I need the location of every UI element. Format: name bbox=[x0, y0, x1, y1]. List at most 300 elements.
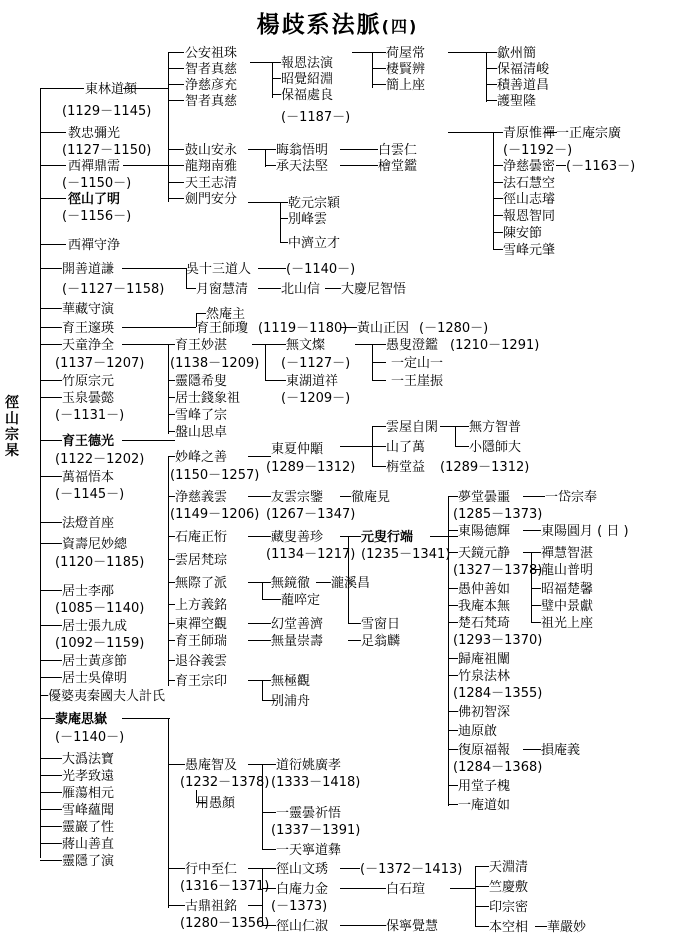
branch bbox=[40, 165, 66, 166]
branch bbox=[340, 446, 386, 447]
branch bbox=[168, 414, 175, 415]
branch bbox=[168, 380, 175, 381]
branch bbox=[372, 68, 386, 69]
branch bbox=[168, 431, 175, 432]
lineage-node: 靈隱希叟 bbox=[175, 374, 228, 389]
lineage-node: 雲屋自閑 bbox=[386, 420, 439, 435]
lineage-node: (－1163－) bbox=[566, 159, 636, 174]
trunk-line bbox=[40, 88, 41, 858]
lineage-node: (1284－1368) bbox=[453, 760, 543, 775]
branch bbox=[40, 660, 62, 661]
lineage-node: 本空相 bbox=[489, 920, 529, 935]
branch bbox=[475, 866, 489, 867]
branch bbox=[340, 165, 378, 166]
branch bbox=[196, 313, 206, 314]
lineage-node: (1289－1312) bbox=[266, 460, 356, 475]
lineage-node: 居士張九成 bbox=[62, 619, 128, 634]
lineage-node: 天淵清 bbox=[489, 860, 529, 875]
lineage-node: 愚庵智及 bbox=[185, 758, 238, 773]
lineage-node: 居士錢象祖 bbox=[175, 391, 241, 406]
lineage-node: 無文燦 bbox=[286, 338, 326, 353]
branch bbox=[262, 680, 263, 700]
branch bbox=[168, 100, 184, 101]
branch bbox=[40, 843, 62, 844]
lineage-node: 白石瑄 bbox=[386, 882, 426, 897]
lineage-node: 歸庵祖闡 bbox=[458, 652, 511, 667]
lineage-node: (1337－1391) bbox=[271, 823, 361, 838]
branch bbox=[475, 926, 489, 927]
lineage-node: 我庵本無 bbox=[458, 599, 511, 614]
branch bbox=[531, 588, 541, 589]
lineage-node: 東夏仲顒 bbox=[271, 442, 324, 457]
lineage-node: 盤山思卓 bbox=[175, 425, 228, 440]
branch bbox=[248, 149, 276, 150]
branch bbox=[493, 249, 503, 250]
branch bbox=[40, 327, 62, 328]
branch bbox=[262, 849, 276, 850]
lineage-node: 無極觀 bbox=[271, 674, 311, 689]
branch bbox=[475, 866, 476, 926]
branch bbox=[352, 52, 386, 53]
lineage-node: 一定山一 bbox=[391, 356, 444, 371]
lineage-node: 黃山正因 bbox=[357, 321, 410, 336]
branch bbox=[168, 660, 175, 661]
branch bbox=[280, 202, 281, 242]
branch bbox=[340, 868, 360, 869]
lineage-node: 瀧溪昌 bbox=[331, 576, 371, 591]
branch bbox=[40, 590, 62, 591]
lineage-node: 法燈首座 bbox=[62, 516, 115, 531]
lineage-node: 愚仲善如 bbox=[458, 582, 511, 597]
lineage-node: 昭覺紹淵 bbox=[281, 72, 334, 87]
lineage-node: (－1140－) bbox=[286, 262, 356, 277]
lineage-node: 天鏡元静 bbox=[458, 546, 511, 561]
branch bbox=[450, 888, 475, 889]
branch bbox=[493, 165, 503, 166]
branch bbox=[316, 582, 331, 583]
branch bbox=[40, 860, 62, 861]
branch bbox=[252, 344, 286, 345]
lineage-node: 竹泉法林 bbox=[458, 669, 511, 684]
lineage-node: 徑山仁淑 bbox=[276, 919, 329, 934]
lineage-node: (－1372－1413) bbox=[360, 862, 463, 877]
lineage-node: 用堂子槐 bbox=[458, 779, 511, 794]
branch bbox=[168, 559, 175, 560]
branch bbox=[475, 886, 489, 887]
branch bbox=[248, 582, 271, 583]
branch bbox=[40, 543, 62, 544]
lineage-node: 浄慈彦充 bbox=[185, 78, 238, 93]
lineage-node: 蘢啐定 bbox=[281, 593, 321, 608]
branch bbox=[168, 536, 175, 537]
branch bbox=[40, 775, 62, 776]
branch bbox=[40, 826, 62, 827]
lineage-node: 西禪守浄 bbox=[68, 238, 121, 253]
lineage-node: 上方義銘 bbox=[175, 598, 228, 613]
lineage-node: 晦翁悟明 bbox=[276, 143, 329, 158]
lineage-node: 一岱宗奉 bbox=[545, 490, 598, 505]
lineage-node: 印宗密 bbox=[489, 900, 529, 915]
lineage-node: 陳安節 bbox=[503, 226, 543, 241]
lineage-node: 無量崇壽 bbox=[271, 634, 324, 649]
lineage-node: 浄慈義雲 bbox=[175, 490, 228, 505]
branch bbox=[340, 888, 386, 889]
lineage-node: (1284－1355) bbox=[453, 686, 543, 701]
branch bbox=[168, 456, 175, 457]
lineage-node: 雪峰蘊聞 bbox=[62, 803, 115, 818]
lineage-node: 一正庵宗廣 bbox=[556, 126, 622, 141]
branch bbox=[262, 599, 281, 600]
lineage-node: (－1192－) bbox=[503, 143, 573, 158]
lineage-node: 一庵道如 bbox=[458, 798, 511, 813]
branch bbox=[168, 182, 184, 183]
page-title: 楊歧系法脈(四) bbox=[256, 12, 419, 38]
branch bbox=[531, 605, 541, 606]
branch bbox=[168, 52, 169, 202]
lineage-node: (1235－1341) bbox=[361, 547, 451, 562]
branch bbox=[448, 804, 458, 805]
branch bbox=[372, 380, 386, 381]
lineage-node: (－1150－) bbox=[62, 176, 132, 191]
branch bbox=[40, 809, 62, 810]
lineage-node: (－1127－1158) bbox=[62, 282, 165, 297]
lineage-node: 徑山了明 bbox=[68, 192, 121, 207]
lineage-node: 華嚴妙 bbox=[547, 920, 587, 935]
branch bbox=[40, 268, 62, 269]
lineage-node: 雪窗日 bbox=[361, 617, 401, 632]
lineage-node: 竺慶敷 bbox=[489, 880, 529, 895]
branch bbox=[168, 764, 185, 765]
branch bbox=[122, 327, 196, 328]
branch bbox=[486, 52, 487, 102]
branch bbox=[168, 68, 184, 69]
root-label: 徑 山 宗 杲 bbox=[5, 395, 19, 459]
branch bbox=[272, 94, 281, 95]
lineage-node: (1293－1370) bbox=[453, 633, 543, 648]
lineage-node: (－1156－) bbox=[62, 209, 132, 224]
branch bbox=[265, 165, 276, 166]
branch bbox=[348, 640, 361, 641]
lineage-node: 棲賢辨 bbox=[386, 62, 426, 77]
lineage-node: 育王妙湛 bbox=[175, 338, 228, 353]
lineage-node: 蒙庵思嶽 bbox=[55, 712, 108, 727]
branch bbox=[168, 868, 185, 869]
lineage-node: 一靈曇祈悟 bbox=[276, 806, 342, 821]
branch bbox=[168, 604, 175, 605]
branch bbox=[168, 718, 169, 908]
branch bbox=[448, 605, 458, 606]
branch bbox=[250, 62, 281, 63]
lineage-node: 徑山文琇 bbox=[276, 862, 329, 877]
branch bbox=[523, 530, 541, 531]
branch bbox=[340, 536, 361, 537]
branch bbox=[448, 749, 458, 750]
lineage-node: 別峰雲 bbox=[288, 212, 328, 227]
branch bbox=[248, 202, 288, 203]
lineage-node: 白庵力金 bbox=[276, 882, 329, 897]
branch bbox=[40, 132, 66, 133]
branch bbox=[493, 215, 503, 216]
lineage-node: 育王邃瑛 bbox=[62, 321, 115, 336]
branch bbox=[340, 925, 386, 926]
branch bbox=[168, 198, 184, 199]
lineage-node: 迪原啟 bbox=[458, 724, 498, 739]
lineage-node: 居士黃彦節 bbox=[62, 654, 128, 669]
branch bbox=[448, 530, 458, 531]
lineage-node: (－1280－) bbox=[419, 321, 489, 336]
lineage-node: 藏叟善珍 bbox=[271, 530, 324, 545]
lineage-node: 無方智普 bbox=[469, 420, 522, 435]
lineage-node: 用愚顏 bbox=[196, 796, 236, 811]
lineage-node: 天王志清 bbox=[185, 176, 238, 191]
lineage-node: 元叟行端 bbox=[361, 530, 414, 545]
branch bbox=[523, 496, 545, 497]
branch bbox=[122, 718, 170, 719]
lineage-node: 保福處良 bbox=[281, 88, 334, 103]
lineage-node: (－1145－) bbox=[55, 487, 125, 502]
lineage-node: 東林道顏 bbox=[85, 82, 138, 97]
lineage-node: 雪峰了宗 bbox=[175, 408, 228, 423]
branch bbox=[340, 149, 378, 150]
branch bbox=[40, 695, 48, 696]
lineage-node: 栴堂益 bbox=[386, 460, 426, 475]
branch bbox=[168, 640, 175, 641]
lineage-node: (－1140－) bbox=[55, 730, 125, 745]
branch bbox=[272, 78, 281, 79]
branch bbox=[448, 622, 458, 623]
lineage-node: 華藏守演 bbox=[62, 302, 115, 317]
branch bbox=[168, 397, 175, 398]
branch bbox=[168, 84, 184, 85]
lineage-node: 北山信 bbox=[281, 282, 321, 297]
lineage-node: 天童浄全 bbox=[62, 338, 115, 353]
lineage-node: 徹庵見 bbox=[351, 490, 391, 505]
lineage-node: 古鼎祖銘 bbox=[185, 899, 238, 914]
branch bbox=[440, 426, 469, 427]
lineage-node: (－1373) bbox=[271, 899, 328, 914]
branch bbox=[168, 905, 185, 906]
lineage-node: (1119－1180) bbox=[258, 321, 348, 336]
branch bbox=[272, 62, 273, 98]
branch bbox=[455, 446, 469, 447]
lineage-node: 資壽尼妙總 bbox=[62, 537, 128, 552]
lineage-node: 蔣山善直 bbox=[62, 837, 115, 852]
lineage-node: 法石慧空 bbox=[503, 176, 556, 191]
lineage-node: 白雲仁 bbox=[378, 143, 418, 158]
lineage-node: 東陽德輝 bbox=[458, 524, 511, 539]
branch bbox=[372, 362, 386, 363]
lineage-node: 承天法堅 bbox=[276, 159, 329, 174]
branch bbox=[262, 582, 263, 599]
branch bbox=[248, 680, 271, 681]
branch bbox=[493, 182, 503, 183]
lineage-node: (1285－1373) bbox=[453, 507, 543, 522]
lineage-node: 東陽圓月 ( 日 ) bbox=[541, 524, 629, 539]
branch bbox=[248, 905, 262, 906]
branch bbox=[168, 496, 175, 497]
lineage-node: 萬福悟本 bbox=[62, 470, 115, 485]
branch bbox=[248, 456, 271, 457]
branch bbox=[258, 268, 286, 269]
lineage-node: (1134－1217) bbox=[266, 547, 356, 562]
branch bbox=[455, 426, 456, 446]
branch bbox=[355, 344, 386, 345]
lineage-node: 保寧覺慧 bbox=[386, 919, 439, 934]
branch bbox=[40, 344, 62, 345]
lineage-node: 損庵義 bbox=[541, 743, 581, 758]
lineage-node: 幻堂善濟 bbox=[271, 617, 324, 632]
lineage-node: (1122－1202) bbox=[55, 452, 145, 467]
branch bbox=[40, 244, 66, 245]
lineage-node: 禪慧智湛 bbox=[541, 546, 594, 561]
branch bbox=[168, 165, 184, 166]
lineage-node: 友雲宗鑒 bbox=[271, 490, 324, 505]
lineage-node: (1267－1347) bbox=[266, 507, 356, 522]
branch bbox=[280, 242, 288, 243]
branch bbox=[531, 622, 541, 623]
lineage-node: (1138－1209) bbox=[170, 356, 260, 371]
lineage-node: 別浦舟 bbox=[271, 694, 311, 709]
branch bbox=[122, 268, 186, 269]
lineage-node: 居士吳偉明 bbox=[62, 671, 128, 686]
branch bbox=[40, 718, 55, 719]
branch bbox=[168, 582, 175, 583]
branch bbox=[40, 88, 84, 89]
lineage-node: (1127－1150) bbox=[62, 143, 152, 158]
branch bbox=[258, 288, 281, 289]
branch bbox=[40, 625, 62, 626]
branch bbox=[280, 218, 288, 219]
branch bbox=[430, 536, 458, 537]
lineage-node: 乾元宗穎 bbox=[288, 196, 341, 211]
branch bbox=[40, 308, 62, 309]
lineage-node: 雁蕩相元 bbox=[62, 786, 115, 801]
branch bbox=[493, 232, 503, 233]
branch bbox=[448, 658, 458, 659]
branch bbox=[40, 440, 62, 441]
lineage-node: 無際了派 bbox=[175, 576, 228, 591]
lineage-node: (1232－1378) bbox=[180, 775, 270, 790]
lineage-node: 荷屋常 bbox=[386, 46, 426, 61]
branch bbox=[448, 588, 458, 589]
branch bbox=[448, 675, 458, 676]
lineage-node: 一王崖振 bbox=[391, 374, 444, 389]
branch bbox=[340, 496, 351, 497]
branch bbox=[486, 68, 497, 69]
branch bbox=[448, 496, 458, 497]
branch bbox=[348, 623, 361, 624]
branch bbox=[372, 84, 386, 85]
branch bbox=[40, 792, 62, 793]
branch bbox=[248, 764, 276, 765]
lineage-node: 佛初智深 bbox=[458, 705, 511, 720]
branch bbox=[493, 198, 503, 199]
lineage-node: 小隱師大 bbox=[469, 440, 522, 455]
lineage-node: 優婆夷秦國夫人計氏 bbox=[48, 689, 166, 704]
lineage-node: 山了萬 bbox=[386, 440, 426, 455]
lineage-node: 復原福報 bbox=[458, 743, 511, 758]
lineage-node: 報恩智同 bbox=[503, 209, 556, 224]
branch bbox=[265, 344, 266, 380]
branch bbox=[168, 623, 175, 624]
branch bbox=[265, 380, 286, 381]
lineage-node: 雲居梵琮 bbox=[175, 553, 228, 568]
lineage-node: 龍翔南雅 bbox=[185, 159, 238, 174]
lineage-node: 青原惟禪 bbox=[503, 126, 556, 141]
branch bbox=[486, 100, 497, 101]
lineage-node: 簡上座 bbox=[386, 78, 426, 93]
lineage-node: 智者真慈 bbox=[185, 62, 238, 77]
lineage-node: (1092－1159) bbox=[55, 636, 145, 651]
branch bbox=[168, 149, 184, 150]
lineage-node: (1210－1291) bbox=[450, 338, 540, 353]
lineage-node: 公安祖珠 bbox=[185, 46, 238, 61]
branch bbox=[40, 198, 66, 199]
lineage-node: (1120－1185) bbox=[55, 555, 145, 570]
lineage-node: 劍門安分 bbox=[185, 192, 238, 207]
lineage-node: 楚石梵琦 bbox=[458, 616, 511, 631]
branch bbox=[40, 677, 62, 678]
lineage-node: (1327－1378) bbox=[453, 563, 543, 578]
lineage-node: 龍山普明 bbox=[541, 563, 594, 578]
lineage-node: 行中至仁 bbox=[185, 862, 238, 877]
lineage-node: 西禪鼎需 bbox=[68, 159, 121, 174]
lineage-node: 雪峰元肇 bbox=[503, 243, 556, 258]
lineage-node: 教忠彌光 bbox=[68, 126, 121, 141]
lineage-node: 徑山志璿 bbox=[503, 192, 556, 207]
lineage-node: 祖光上座 bbox=[541, 616, 594, 631]
lineage-node: 一天寧道彝 bbox=[276, 843, 342, 858]
lineage-node: 育王宗印 bbox=[175, 674, 228, 689]
lineage-node: (－1131－) bbox=[55, 408, 125, 423]
lineage-node: 大潙法寶 bbox=[62, 752, 115, 767]
lineage-node: 愚叟澄鑑 bbox=[386, 338, 439, 353]
branch bbox=[448, 711, 458, 712]
lineage-node: 東湖道祥 bbox=[286, 374, 339, 389]
branch bbox=[523, 552, 541, 553]
branch bbox=[40, 758, 62, 759]
lineage-node: (1129－1145) bbox=[62, 104, 152, 119]
branch bbox=[448, 132, 503, 133]
lineage-node: 然庵主 bbox=[206, 307, 246, 322]
branch bbox=[168, 680, 175, 681]
branch bbox=[372, 52, 373, 88]
lineage-node: 昭福楚馨 bbox=[541, 582, 594, 597]
lineage-node: 月窗慧清 bbox=[196, 282, 249, 297]
lineage-node: 智者真慈 bbox=[185, 94, 238, 109]
branch bbox=[325, 288, 341, 289]
branch bbox=[262, 812, 276, 813]
branch bbox=[248, 868, 276, 869]
lineage-node: 無鏡徹 bbox=[271, 576, 311, 591]
lineage-node: 育王師瓊 bbox=[196, 321, 249, 336]
branch bbox=[448, 730, 458, 731]
lineage-node: 歙州簡 bbox=[497, 46, 537, 61]
branch bbox=[372, 426, 386, 427]
branch bbox=[475, 906, 489, 907]
branch bbox=[372, 466, 386, 467]
lineage-node: 鼓山安永 bbox=[185, 143, 238, 158]
lineage-node: 開善道謙 bbox=[62, 262, 115, 277]
lineage-node: 積善道昌 bbox=[497, 78, 550, 93]
lineage-node: (1280－1356) bbox=[180, 916, 270, 931]
lineage-node: 玉泉曇懿 bbox=[62, 391, 115, 406]
lineage-node: (1150－1257) bbox=[170, 468, 260, 483]
lineage-node: 居士李邴 bbox=[62, 584, 115, 599]
lineage-node: (1316－1371) bbox=[180, 879, 270, 894]
lineage-node: (1289－1312) bbox=[440, 460, 530, 475]
lineage-node: 靈隱了演 bbox=[62, 854, 115, 869]
